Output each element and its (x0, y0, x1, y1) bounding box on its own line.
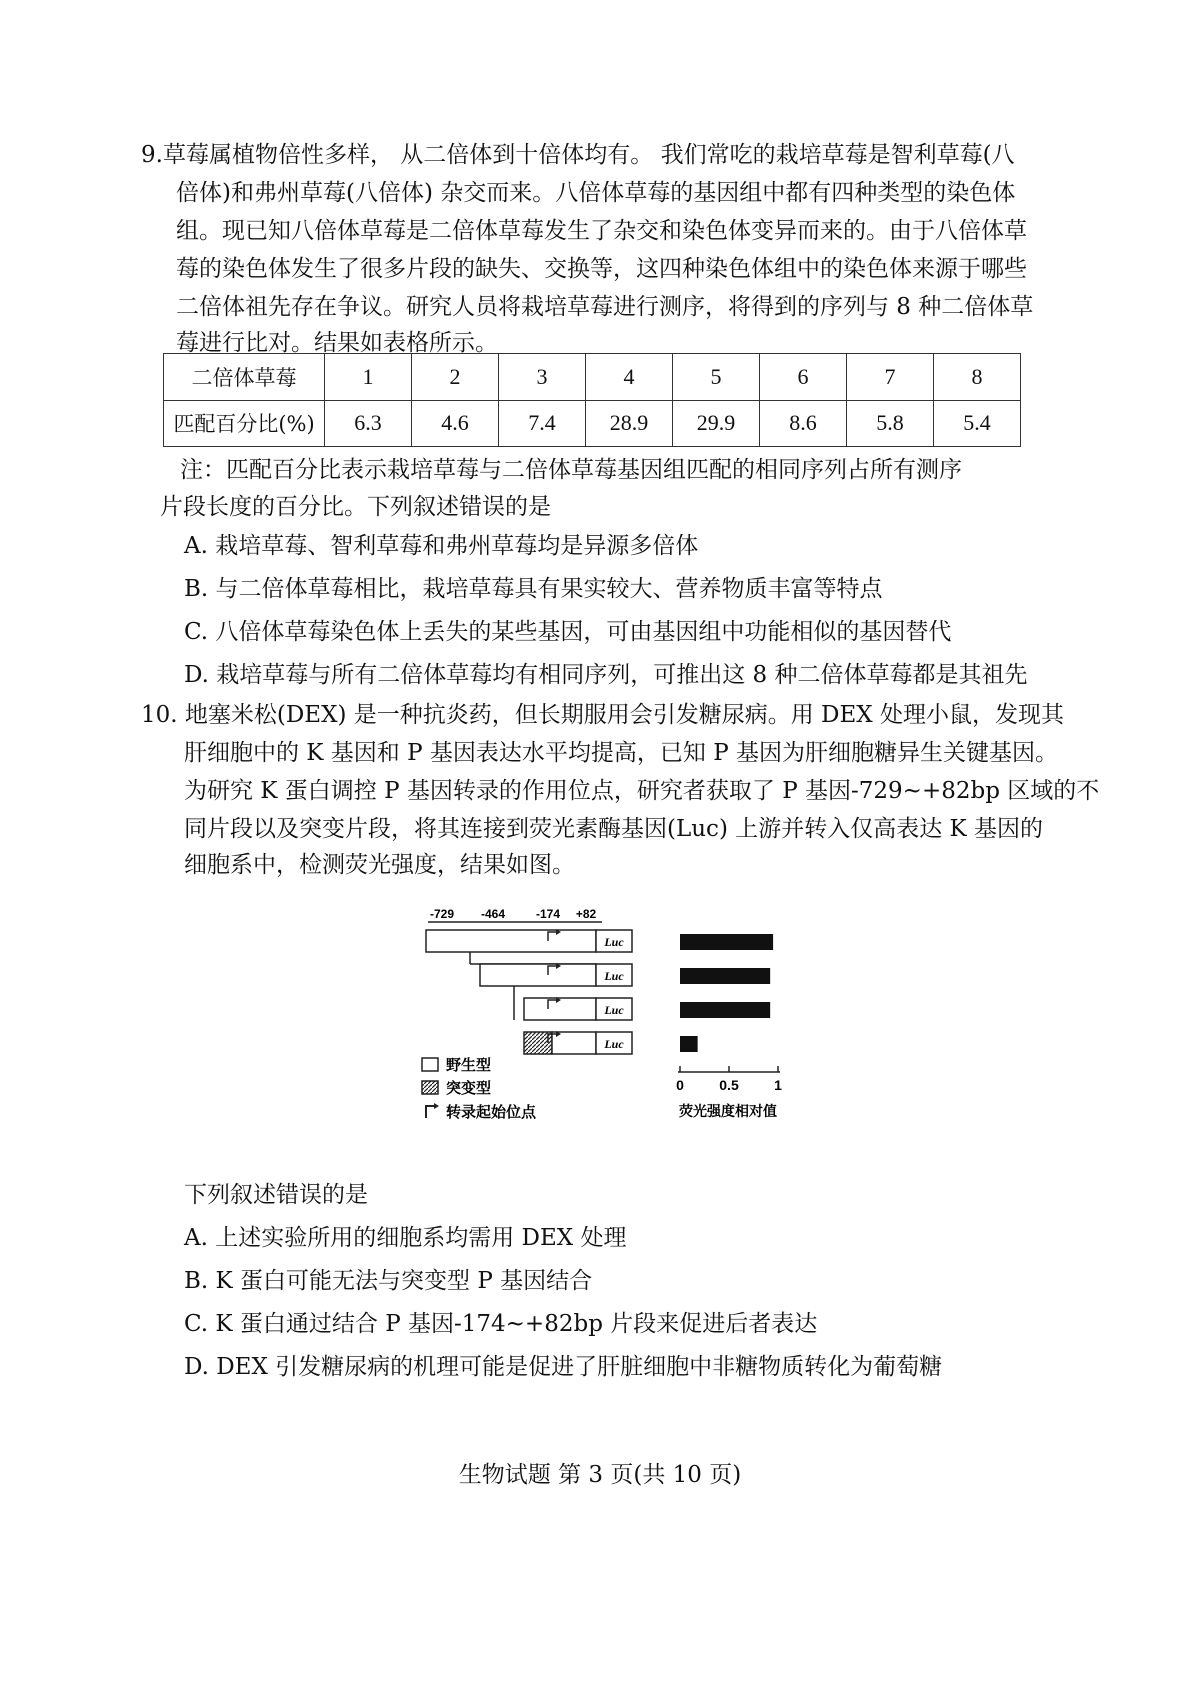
table-cell: 7.4 (499, 400, 586, 447)
q9-option-b: B. 与二倍体草莓相比，栽培草莓具有果实较大、营养物质丰富等特点 (184, 576, 883, 602)
q10-prompt: 下列叙述错误的是 (184, 1182, 368, 1208)
table-cell: 6.3 (325, 400, 412, 447)
x-axis-label: 荧光强度相对值 (679, 1104, 777, 1120)
pos-label: -729 (429, 907, 455, 921)
promoter-fragment (426, 930, 596, 952)
q10-option-b: B. K 蛋白可能无法与突变型 P 基因结合 (184, 1268, 593, 1294)
bar-group (680, 934, 773, 1052)
table-row (164, 354, 1021, 401)
legend-wildtype: 野生型 (446, 1056, 492, 1074)
bar (680, 1036, 698, 1052)
col-header: 7 (847, 354, 934, 401)
legend-mutant-swatch (422, 1081, 438, 1094)
pos-label: -464 (480, 907, 506, 921)
bar (680, 968, 770, 984)
luc-label: Luc (604, 1037, 624, 1051)
promoter-fragment (524, 998, 596, 1020)
q9-option-c: C. 八倍体草莓染色体上丢失的某些基因，可由基因组中功能相似的基因替代 (184, 619, 952, 645)
q9-option-a: A. 栽培草莓、智利草莓和弗州草莓均是异源多倍体 (184, 533, 699, 559)
luc-label: Luc (604, 969, 624, 983)
x-tick-label: 0.5 (719, 1077, 739, 1093)
pos-label: +82 (575, 907, 597, 921)
x-tick-label: 0 (676, 1077, 684, 1093)
x-axis-ticks (676, 1066, 782, 1093)
q10-option-c: C. K 蛋白通过结合 P 基因-174~+82bp 片段来促进后者表达 (184, 1311, 818, 1337)
promoter-fragment (480, 964, 596, 986)
table-cell: 28.9 (586, 400, 673, 447)
q9-note-2: 片段长度的百分比。下列叙述错误的是 (160, 494, 551, 520)
q9-note-1: 注：匹配百分比表示栽培草莓与二倍体草莓基因组匹配的相同序列占所有测序 (180, 457, 962, 483)
q9-line-3: 组。现已知八倍体草莓是二倍体草莓发生了杂交和染色体变异而来的。由于八倍体草 (176, 218, 1027, 244)
col-header: 3 (499, 354, 586, 401)
q9-line-5: 二倍体祖先存在争议。研究人员将栽培草莓进行测序，将得到的序列与 8 种二倍体草 (176, 294, 1034, 320)
legend-wildtype-swatch (422, 1058, 438, 1071)
col-header: 8 (934, 354, 1021, 401)
q10-option-a: A. 上述实验所用的细胞系均需用 DEX 处理 (184, 1225, 627, 1251)
q10-line-1: 10. 地塞米松(DEX) 是一种抗炎药，但长期服用会引发糖尿病。用 DEX 处理小鼠，发现其 (141, 702, 1064, 728)
q9-option-d: D. 栽培草莓与所有二倍体草莓均有相同序列，可推出这 8 种二倍体草莓都是其祖先 (184, 662, 1028, 688)
q10-option-d: D. DEX 引发糖尿病的机理可能是促进了肝脏细胞中非糖物质转化为葡萄糖 (184, 1354, 943, 1380)
col-header: 6 (760, 354, 847, 401)
legend-mutant: 突变型 (446, 1079, 492, 1097)
legend-tss: 转录起始位点 (446, 1103, 537, 1121)
x-tick-label: 1 (774, 1077, 782, 1093)
table-cell: 29.9 (673, 400, 760, 447)
table-row (164, 400, 1021, 447)
row-label-diploid: 二倍体草莓 (164, 354, 325, 401)
col-header: 1 (325, 354, 412, 401)
page-footer: 生物试题 第 3 页(共 10 页) (458, 1462, 742, 1488)
match-table (163, 353, 1021, 447)
pos-label: -174 (535, 907, 561, 921)
col-header: 2 (412, 354, 499, 401)
luciferase-figure (420, 900, 780, 1135)
q9-line-4: 莓的染色体发生了很多片段的缺失、交换等，这四种染色体组中的染色体来源于哪些 (176, 256, 1027, 282)
luc-label: Luc (604, 1003, 624, 1017)
q10-line-3: 为研究 K 蛋白调控 P 基因转录的作用位点，研究者获取了 P 基因-729~+82bp 区域的不 (184, 778, 1100, 804)
col-header: 5 (673, 354, 760, 401)
table-cell: 4.6 (412, 400, 499, 447)
bar (680, 934, 773, 950)
q10-line-5: 细胞系中，检测荧光强度，结果如图。 (184, 852, 575, 878)
table-cell: 8.6 (760, 400, 847, 447)
tss-legend-arrow-head (434, 1103, 439, 1109)
row-label-percent: 匹配百分比(%) (164, 400, 325, 447)
q9-line-6: 莓进行比对。结果如表格所示。 (176, 330, 498, 356)
q9-line-1: 9.草莓属植物倍性多样， 从二倍体到十倍体均有。 我们常吃的栽培草莓是智利草莓(八 (141, 142, 1015, 168)
col-header: 4 (586, 354, 673, 401)
table-cell: 5.4 (934, 400, 1021, 447)
q9-line-2: 倍体)和弗州草莓(八倍体) 杂交而来。八倍体草莓的基因组中都有四种类型的染色体 (176, 180, 1016, 206)
q10-line-2: 肝细胞中的 K 基因和 P 基因表达水平均提高，已知 P 基因为肝细胞糖异生关键基因。 (184, 740, 1058, 766)
bar (680, 1002, 770, 1018)
q10-line-4: 同片段以及突变片段，将其连接到荧光素酶基因(Luc) 上游并转入仅高表达 K 基因的 (184, 816, 1044, 842)
luc-label: Luc (604, 935, 624, 949)
luciferase-chart (420, 900, 780, 1135)
table-cell: 5.8 (847, 400, 934, 447)
